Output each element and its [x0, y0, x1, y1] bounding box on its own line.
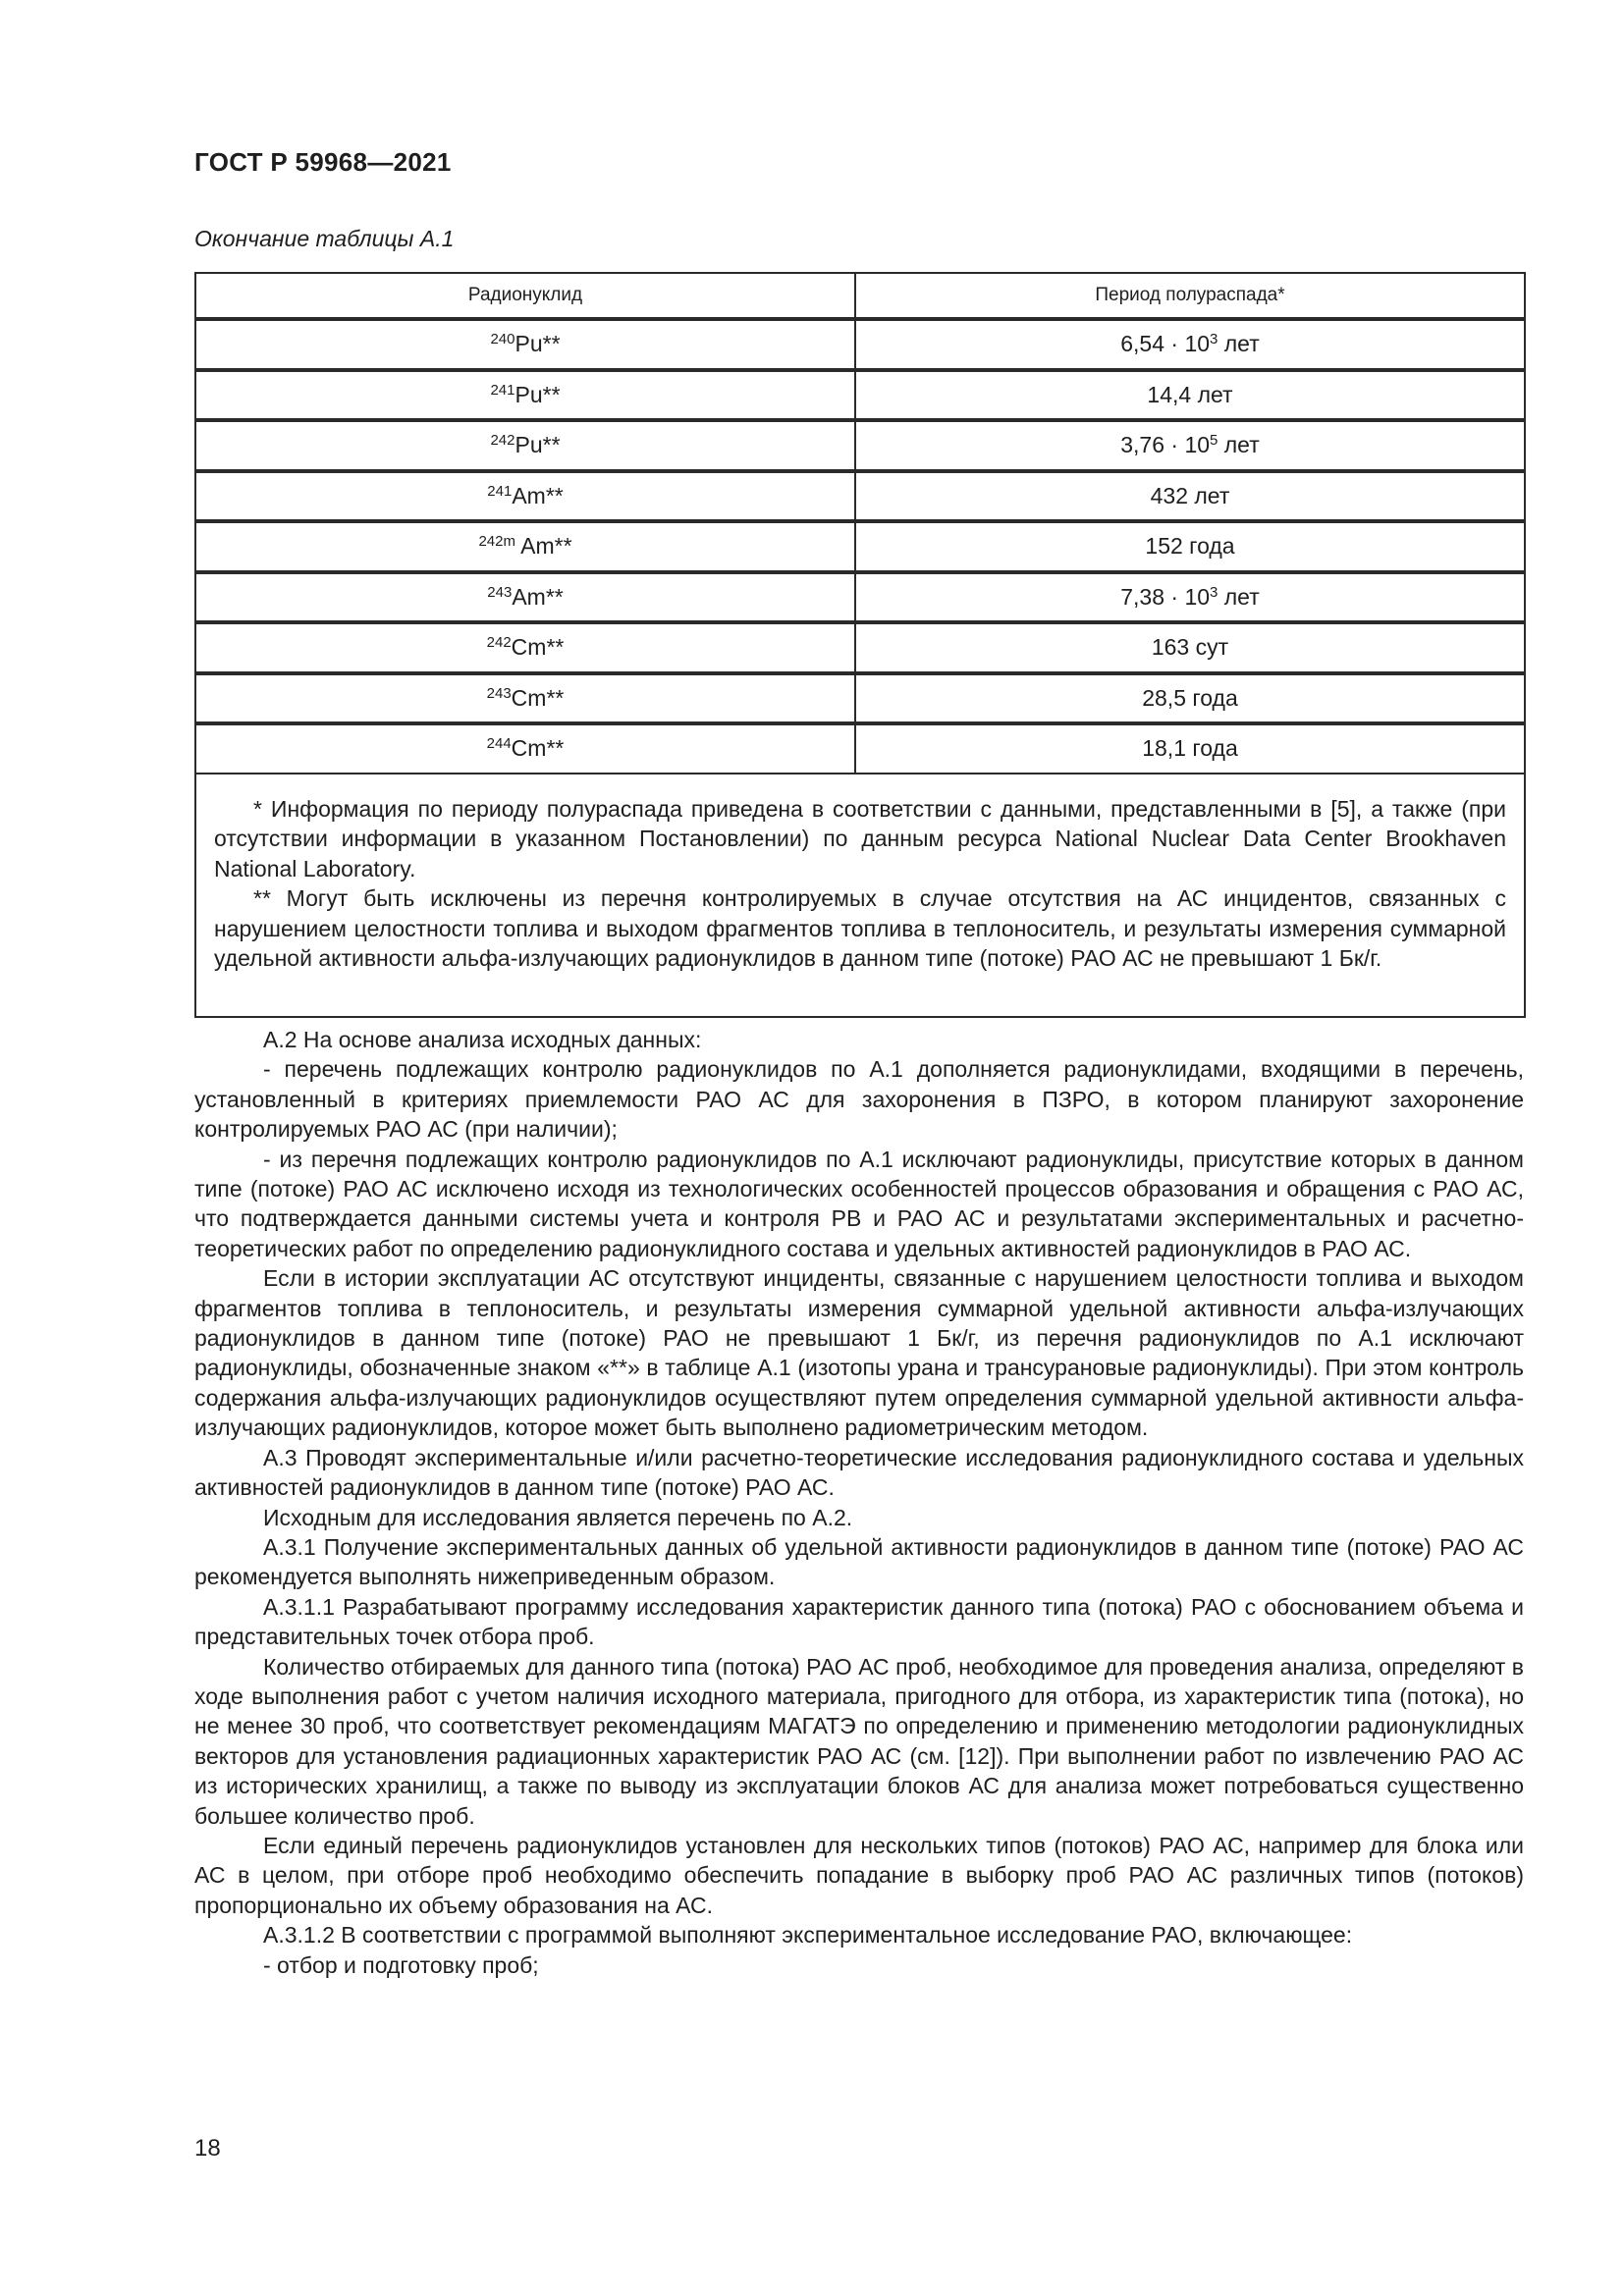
mass-number: 242m [478, 533, 515, 551]
table-row [195, 673, 1525, 724]
element-symbol: Pu** [514, 432, 561, 458]
mass-number: 240 [490, 331, 515, 348]
body-paragraph: - отбор и подготовку проб; [263, 1951, 539, 1978]
element-symbol: Pu** [514, 331, 561, 357]
mass-number: 243 [486, 684, 512, 702]
table-notes [195, 774, 1525, 1017]
table-row [195, 471, 1525, 522]
halflife-cell [855, 319, 1525, 370]
body-paragraph: А.3 Проводят экспериментальные и/или расчетно-теоретические исследования радионуклидного состава и удельных активностей радионуклидов в данном типе (потоке) РАО АС. [194, 1444, 1524, 1501]
halflife-value: 7,38 · 10 [1120, 583, 1211, 610]
table-row [195, 723, 1525, 774]
halflife-value: 28,5 года [1142, 684, 1238, 711]
body-paragraph: А.3.1.2 В соответствии с программой выполняют экспериментальное исследование РАО, включающее: [263, 1922, 1353, 1949]
radionuclide-cell [195, 723, 855, 774]
halflife-value: 152 года [1145, 533, 1235, 560]
halflife-cell [855, 471, 1525, 522]
halflife-cell [855, 622, 1525, 673]
column-header-halflife: Период полураспада* [855, 273, 1525, 319]
radionuclide-cell [195, 572, 855, 623]
column-header-radionuclide: Радионуклид [195, 273, 855, 319]
body-paragraph: - из перечня подлежащих контролю радионуклидов по А.1 исключают радионуклиды, присутствие которых в данном типе (потоке) РАО АС исключено исходя из технологических особенностей процессов образования и обращения с РАО АС, что подтверждается данными системы учета и контроля РВ и РАО АС и результатами экспериментальных и расчетно-теоретических работ по определению радионуклидного состава и удельных активностей радионуклидов в РАО АС. [194, 1146, 1524, 1261]
table-row [195, 420, 1525, 471]
body-paragraph: Исходным для исследования является перечень по А.2. [263, 1504, 853, 1530]
table-row [195, 370, 1525, 421]
radionuclide-cell [195, 673, 855, 724]
table-header-row [195, 273, 1525, 319]
radionuclide-cell [195, 521, 855, 572]
body-paragraph: А.3.1.1 Разрабатывают программу исследования характеристик данного типа (потока) РАО с обоснованием объема и представительных точек отбора проб. [194, 1593, 1524, 1650]
radionuclide-cell [195, 370, 855, 421]
halflife-table [194, 272, 1526, 1018]
body-paragraph: Если единый перечень радионуклидов установлен для нескольких типов (потоков) РАО АС, например для блока или АС в целом, при отборе проб необходимо обеспечить попадание в выборку проб РАО АС различных типов (потоков) пропорционально их объему образования на АС. [194, 1832, 1524, 1918]
mass-number: 242 [490, 432, 515, 450]
body-paragraph: - перечень подлежащих контролю радионуклидов по А.1 дополняется радионуклидами, входящими в перечень, установленный в критериях приемлемости РАО АС для захоронения в ПЗРО, в котором планируют захоронение контролируемых РАО АС (при наличии); [194, 1056, 1524, 1143]
halflife-cell [855, 572, 1525, 623]
halflife-value: 6,54 · 10 [1120, 331, 1211, 357]
body-text [194, 1025, 1524, 1980]
element-symbol: Cm** [511, 735, 565, 762]
mass-number: 242 [486, 634, 512, 652]
element-symbol: Am** [512, 583, 564, 610]
document-header: ГОСТ Р 59968—2021 [194, 147, 452, 177]
element-symbol: Pu** [514, 381, 561, 407]
halflife-cell [855, 521, 1525, 572]
mass-number: 244 [486, 735, 512, 753]
halflife-value: 18,1 года [1142, 735, 1238, 762]
halflife-cell [855, 420, 1525, 471]
halflife-cell [855, 723, 1525, 774]
body-paragraph: Количество отбираемых для данного типа (потока) РАО АС проб, необходимое для проведения анализа, определяют в ходе выполнения работ с учетом наличия исходного материала, пригодного для отбора, из характеристик типа (потока), но не менее 30 проб, что соответствует рекомендациям МАГАТЭ по определению и применению методологии радионуклидных векторов для установления радиационных характеристик РАО АС (см. [12]). При выполнении работ по извлечению РАО АС из исторических хранилищ, а также по выводу из эксплуатации блоков АС для анализа может потребоваться существенно большее количество проб. [194, 1653, 1524, 1829]
radionuclide-cell [195, 622, 855, 673]
halflife-value: 432 лет [1150, 482, 1230, 508]
body-paragraph: А.3.1 Получение экспериментальных данных об удельной активности радионуклидов в данном типе (потоке) РАО АС рекомендуется выполнять нижеприведенным образом. [194, 1533, 1524, 1590]
halflife-unit: лет [1218, 331, 1260, 357]
element-symbol: Cm** [511, 634, 565, 661]
mass-number: 241 [490, 381, 515, 399]
footnote-2: ** Могут быть исключены из перечня контролируемых в случае отсутствия на АС инцидентов, связанных с нарушением целостности топлива и выходом фрагментов топлива в теплоноситель, и результаты измерения суммарной удельной активности альфа-излучающих радионуклидов в данном типе (потоке) РАО АС не превышают 1 Бк/г. [214, 885, 1506, 971]
halflife-exponent: 3 [1210, 331, 1218, 348]
halflife-value: 14,4 лет [1147, 381, 1233, 407]
element-symbol: Cm** [511, 684, 565, 711]
table-row [195, 521, 1525, 572]
table-caption: Окончание таблицы А.1 [194, 226, 455, 251]
mass-number: 241 [487, 482, 513, 500]
page-number: 18 [194, 2135, 221, 2162]
halflife-unit: лет [1218, 432, 1260, 458]
halflife-value: 3,76 · 10 [1120, 432, 1211, 458]
halflife-exponent: 5 [1210, 432, 1218, 450]
mass-number: 243 [487, 583, 513, 601]
element-symbol: Am** [515, 533, 572, 560]
table-row [195, 572, 1525, 623]
radionuclide-cell [195, 471, 855, 522]
halflife-cell [855, 673, 1525, 724]
body-paragraph: А.2 На основе анализа исходных данных: [263, 1027, 702, 1052]
table-notes-row [195, 774, 1525, 1017]
table-row [195, 622, 1525, 673]
table-row [195, 319, 1525, 370]
halflife-value: 163 сут [1151, 634, 1229, 661]
element-symbol: Am** [512, 482, 564, 508]
halflife-cell [855, 370, 1525, 421]
halflife-exponent: 3 [1210, 583, 1218, 601]
radionuclide-cell [195, 319, 855, 370]
footnote-1: * Информация по периоду полураспада приведена в соответствии с данными, представленными в [5], а также (при отсутствии информации в указанном Постановлении) по данным ресурса National Nuclear Data Center Brookhaven National Laboratory. [214, 795, 1506, 881]
radionuclide-cell [195, 420, 855, 471]
body-paragraph: Если в истории эксплуатации АС отсутствуют инциденты, связанные с нарушением целостности топлива и выходом фрагментов топлива в теплоноситель, и результаты измерения суммарной удельной активности альфа-излучающих радионуклидов в данном типе (потоке) РАО не превышают 1 Бк/г, из перечня радионуклидов по А.1 исключают радионуклиды, обозначенные знаком «**» в таблице А.1 (изотопы урана и трансурановые радионуклиды). При этом контроль содержания альфа-излучающих радионуклидов осуществляют путем определения суммарной удельной активности альфа-излучающих радионуклидов, которое может быть выполнено радиометрическим методом. [194, 1265, 1524, 1441]
halflife-unit: лет [1218, 583, 1260, 610]
